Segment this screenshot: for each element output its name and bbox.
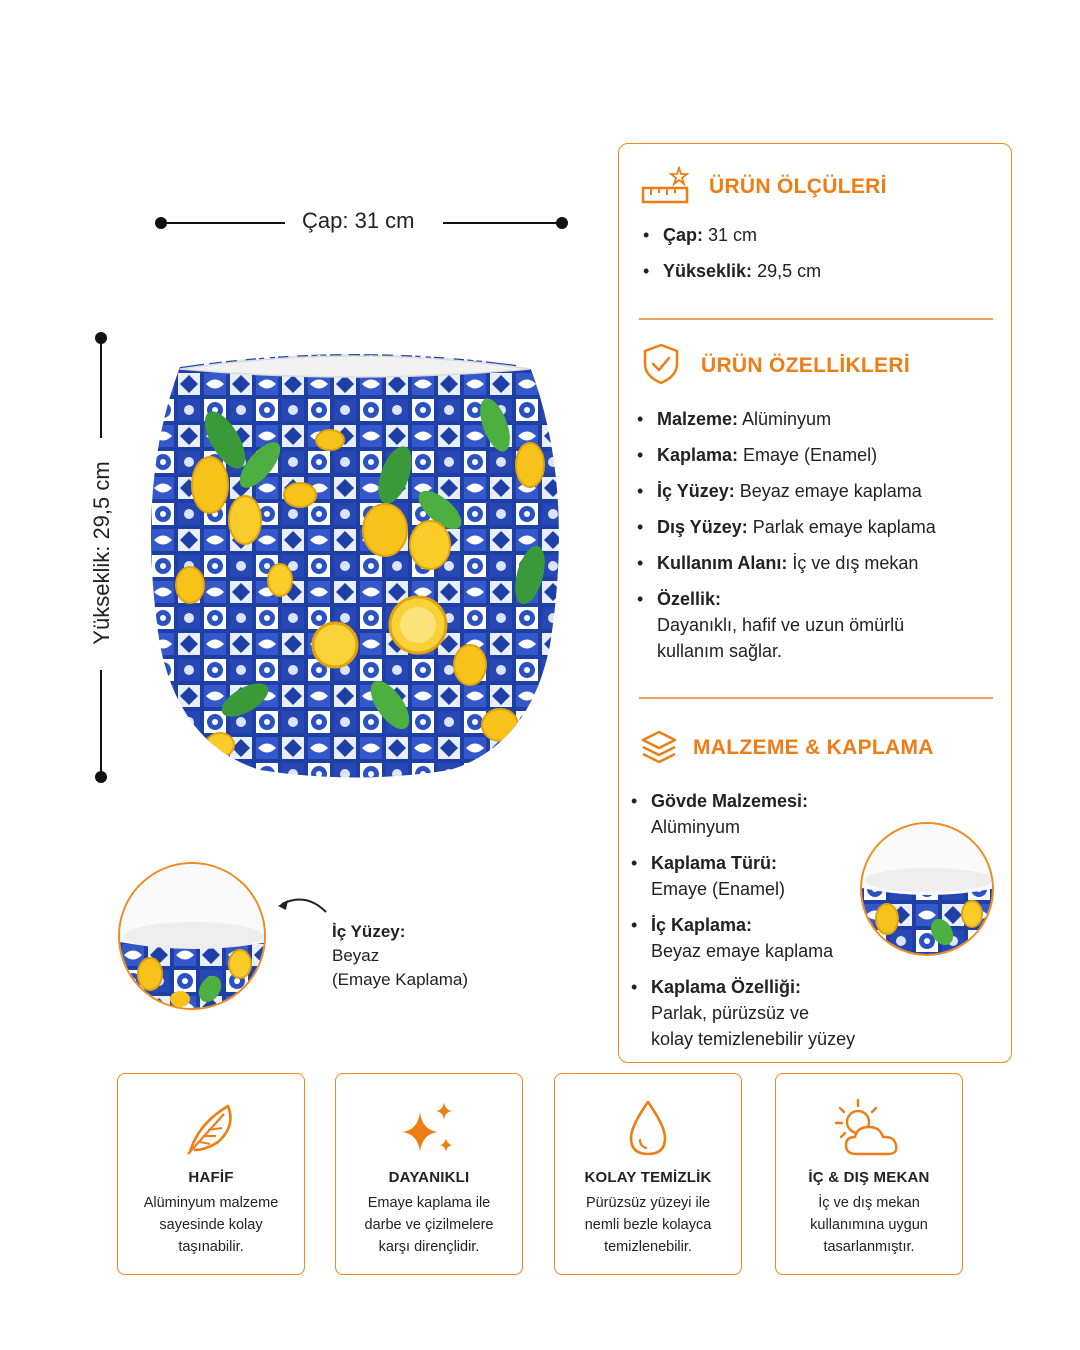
diameter-line-right [443, 222, 563, 224]
sizes-section-title: ÜRÜN ÖLÇÜLERİ [709, 175, 887, 198]
feature-card-title: HAFİF [188, 1169, 234, 1186]
list-item: • Kaplama Türü: Emaye (Enamel) [629, 850, 859, 902]
material-section-title: MALZEME & KAPLAMA [693, 736, 934, 759]
diameter-line-left [160, 222, 285, 224]
feature-card-durable [335, 1073, 523, 1275]
list-item: • Yükseklik: 29,5 cm [641, 258, 821, 284]
feature-card-title: KOLAY TEMİZLİK [584, 1169, 712, 1186]
ruler-star-icon [641, 166, 691, 206]
shield-check-icon [641, 342, 681, 386]
feature-card-description: İç ve dış mekan kullanımına uygun tasarlanmıştır. [810, 1195, 928, 1255]
list-item: • Kaplama: Emaye (Enamel) [635, 442, 995, 468]
feature-card-title: İÇ & DIŞ MEKAN [808, 1169, 930, 1186]
inner-surface-line1: Beyaz [332, 946, 380, 965]
list-item: • Çap: 31 cm [641, 222, 821, 248]
list-item: • İç Kaplama: Beyaz emaye kaplama [629, 912, 859, 964]
diameter-dot-right [556, 217, 568, 229]
list-item: • Malzeme: Alüminyum [635, 406, 995, 432]
feature-card-description: Alüminyum malzeme sayesinde kolay taşınabilir. [143, 1195, 279, 1255]
height-dot-bottom [95, 771, 107, 783]
sparkle-icon [396, 1096, 462, 1162]
inner-surface-title: İç Yüzey: [332, 922, 406, 941]
curved-arrow-icon [272, 890, 332, 920]
diameter-label: Çap: 31 cm [302, 208, 415, 233]
inner-surface-line2: (Emaye Kaplama) [332, 970, 469, 989]
section-divider [639, 697, 993, 699]
sun-cloud-icon [826, 1096, 912, 1162]
feather-icon [178, 1096, 244, 1162]
feature-card-easy-clean [554, 1073, 742, 1275]
list-item: • Kullanım Alanı: İç ve dış mekan [635, 550, 995, 576]
planter-pot-image [150, 345, 560, 785]
list-item: • Dış Yüzey: Parlak emaye kaplama [635, 514, 995, 540]
list-item: • Gövde Malzemesi: Alüminyum [629, 788, 859, 840]
section-divider [639, 318, 993, 320]
feature-card-description: Emaye kaplama ile darbe ve çizilmelere karşı dirençlidir. [364, 1195, 494, 1255]
feature-card-indoor-outdoor [775, 1073, 963, 1275]
material-list [629, 788, 859, 1052]
coating-zoom-image [860, 822, 994, 956]
height-line-top [100, 338, 102, 438]
height-label: Yükseklik: 29,5 cm [89, 461, 114, 645]
list-item: • İç Yüzey: Beyaz emaye kaplama [635, 478, 995, 504]
water-drop-icon [615, 1096, 681, 1162]
height-line-bottom [100, 670, 102, 776]
feature-card-description: Pürüzsüz yüzeyi ile nemli bezle kolayca temizlenebilir. [584, 1195, 712, 1255]
list-item: • Kaplama Özelliği: Parlak, pürüzsüz ve kolay temizlenebilir yüzey [629, 974, 859, 1052]
inner-surface-caption [332, 920, 468, 992]
feature-card-light [117, 1073, 305, 1275]
layers-icon [639, 728, 679, 768]
features-section-title: ÜRÜN ÖZELLİKLERİ [701, 354, 910, 377]
inner-surface-zoom-image [118, 862, 266, 1010]
list-item: • Özellik: Dayanıklı, hafif ve uzun ömürlü kullanım sağlar. [635, 586, 995, 664]
features-list [635, 406, 995, 664]
feature-card-title: DAYANIKLI [388, 1169, 470, 1186]
sizes-list [641, 222, 821, 284]
